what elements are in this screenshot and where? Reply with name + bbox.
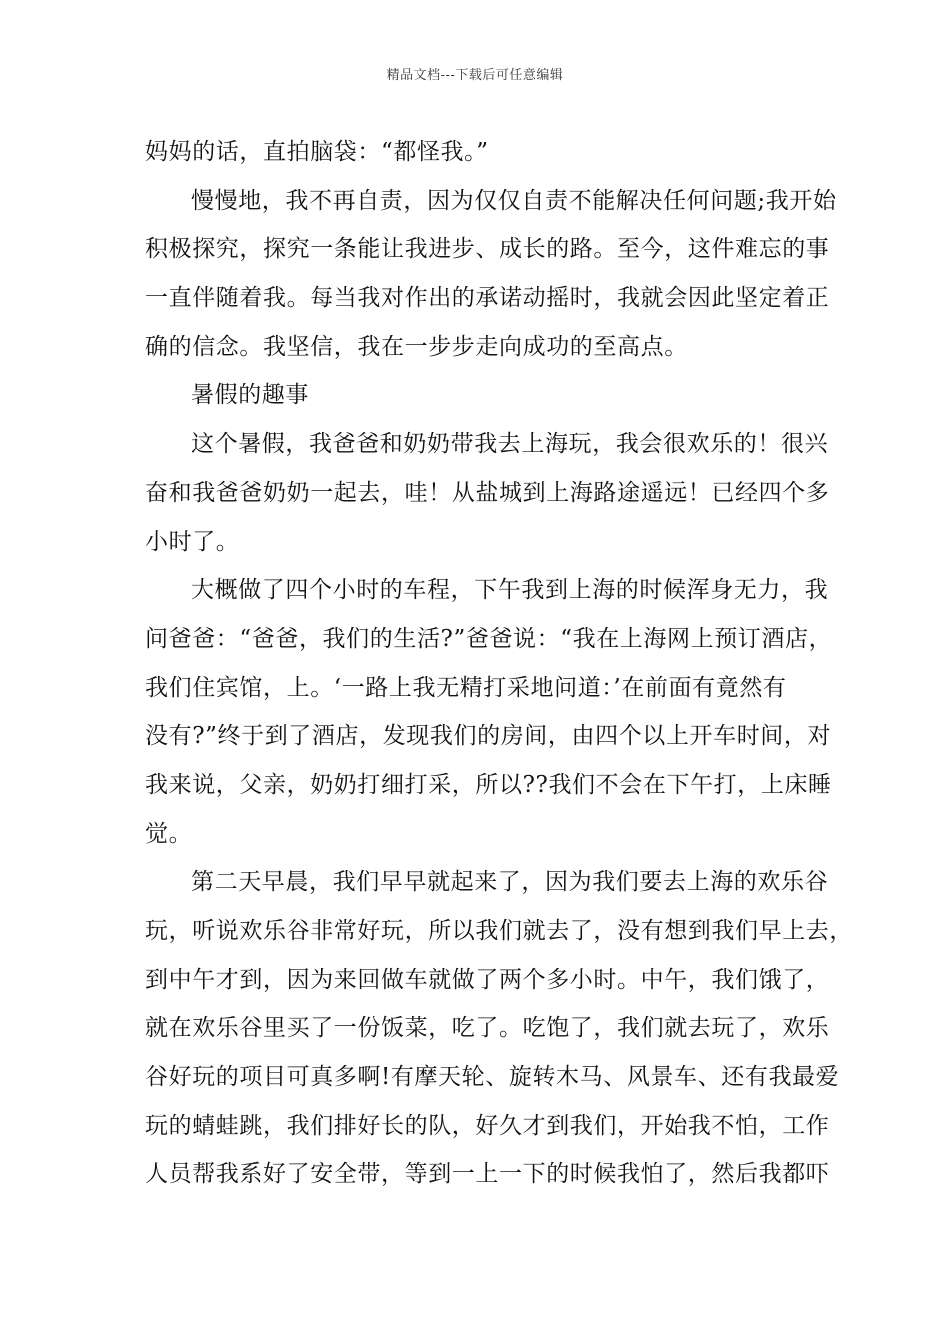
text-line: 谷好玩的项目可真多啊!有摩天轮、旋转木马、风景车、还有我最爱 — [145, 1064, 840, 1091]
text-line: 积极探究，探究一条能让我进步、成长的路。至今，这件难忘的事 — [145, 236, 830, 263]
text-line: 大概做了四个小时的车程，下午我到上海的时候浑身无力，我 — [191, 577, 829, 604]
text-line: 觉。 — [145, 820, 193, 847]
text-line: 我来说，父亲，奶奶打细打采，所以??我们不会在下午打，上床睡 — [145, 771, 832, 798]
text-line: 没有?”终于到了酒店，发现我们的房间，由四个以上开车时间，对 — [145, 723, 832, 750]
text-line: 确的信念。我坚信，我在一步步走向成功的至高点。 — [145, 333, 688, 360]
text-line: 到中午才到，因为来回做车就做了两个多小时。中午，我们饿了， — [145, 966, 830, 993]
section-title: 暑假的趣事 — [191, 382, 309, 409]
text-line: 第二天早晨，我们早早就起来了，因为我们要去上海的欢乐谷 — [191, 869, 829, 896]
text-line: 人员帮我系好了安全带，等到一上一下的时候我怕了，然后我都吓 — [145, 1161, 830, 1188]
text-line: 玩，听说欢乐谷非常好玩，所以我们就去了，没有想到我们早上去， — [145, 918, 853, 944]
text-line: 就在欢乐谷里买了一份饭菜，吃了。吃饱了，我们就去玩了，欢乐 — [145, 1015, 830, 1042]
text-line: 慢慢地，我不再自责，因为仅仅自责不能解决任何问题;我开始 — [191, 187, 837, 214]
page-header: 精品文档---下载后可任意编辑 — [386, 68, 564, 83]
text-line: 妈妈的话，直拍脑袋：“都怪我。” — [145, 139, 489, 165]
document-body — [145, 128, 853, 1199]
text-line: 小时了。 — [145, 528, 240, 555]
text-line: 我们住宾馆，上。‘一路上我无精打采地问道：’在前面有竟然有 — [145, 674, 787, 701]
text-line: 奋和我爸爸奶奶一起去，哇！从盐城到上海路途遥远！已经四个多 — [145, 479, 830, 506]
text-line: 问爸爸：“爸爸，我们的生活?”爸爸说：“我在上海网上预订酒店， — [145, 625, 833, 652]
text-line: 这个暑假，我爸爸和奶奶带我去上海玩，我会很欢乐的！很兴 — [191, 431, 829, 458]
text-line: 玩的蜻蛙跳，我们排好长的队，好久才到我们，开始我不怕，工作 — [145, 1112, 830, 1139]
text-line: 一直伴随着我。每当我对作出的承诺动摇时，我就会因此坚定着正 — [145, 285, 830, 312]
